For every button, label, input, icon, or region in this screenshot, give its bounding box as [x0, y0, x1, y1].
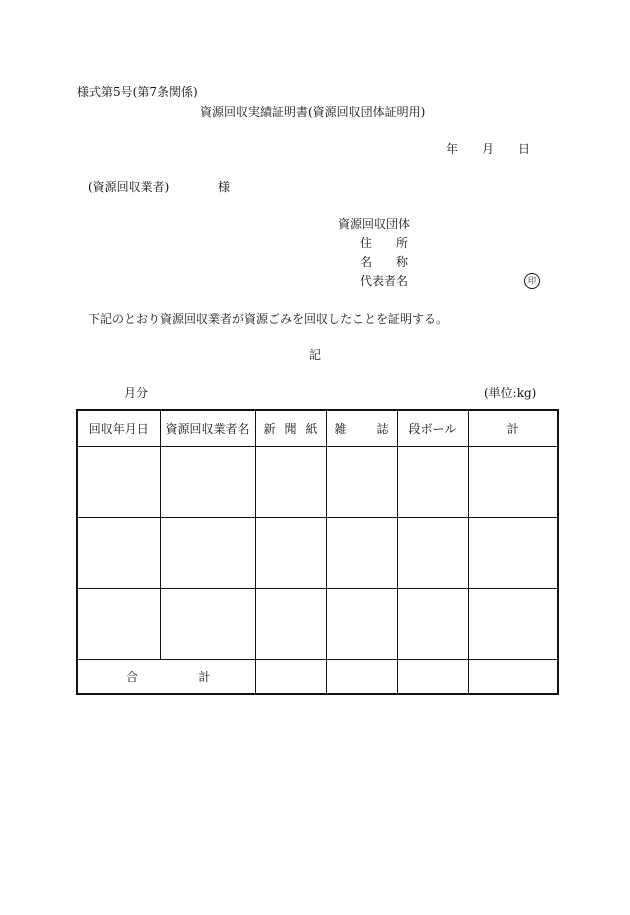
issuer-organization: 資源回収団体: [338, 217, 411, 231]
total-label-char: 合: [126, 669, 139, 684]
issuer-representative-label: 代表者名: [360, 274, 409, 288]
form-number: 様式第5号(第7条関係): [77, 85, 198, 99]
total-newspaper[interactable]: [255, 659, 326, 694]
addressee-honorific: 様: [218, 180, 231, 194]
cell-date[interactable]: [77, 588, 160, 659]
unit-label: (単位:kg): [484, 386, 537, 400]
certification-statement: 下記のとおり資源回収業者が資源ごみを回収したことを証明する。: [88, 312, 449, 326]
addressee-label: (資源回収業者): [88, 180, 170, 194]
period-month-label: 月分: [124, 386, 149, 400]
header-char: 紙: [305, 421, 318, 436]
table-header-row: [77, 410, 558, 446]
cell-total[interactable]: [468, 588, 558, 659]
cell-total[interactable]: [468, 517, 558, 588]
total-cardboard[interactable]: [397, 659, 468, 694]
table-row: [77, 517, 558, 588]
cell-total[interactable]: [468, 446, 558, 517]
cell-collector[interactable]: [160, 446, 255, 517]
cell-cardboard[interactable]: [397, 446, 468, 517]
issuer-address-char: 住: [360, 236, 373, 250]
header-char: 聞: [284, 421, 297, 436]
cell-magazine[interactable]: [326, 446, 397, 517]
collection-record-table: [76, 409, 559, 695]
table-row: [77, 446, 558, 517]
table-total-row: [77, 659, 558, 694]
date-year-label: 年: [446, 142, 459, 156]
ki-heading: 記: [309, 348, 322, 362]
issuer-name-char: 名: [360, 255, 373, 269]
seal-mark: 印: [524, 273, 540, 289]
issuer-address-label: [360, 237, 408, 249]
cell-collector[interactable]: [160, 517, 255, 588]
cell-date[interactable]: [77, 517, 160, 588]
column-header-cardboard: 段ボール: [397, 410, 468, 446]
issuer-name-label: [360, 256, 408, 268]
total-magazine[interactable]: [326, 659, 397, 694]
cell-date[interactable]: [77, 446, 160, 517]
header-char: 誌: [376, 421, 389, 436]
cell-newspaper[interactable]: [255, 517, 326, 588]
total-label-cell: [77, 659, 255, 694]
cell-cardboard[interactable]: [397, 517, 468, 588]
column-header-magazine: [326, 410, 397, 446]
date-month-label: 月: [482, 142, 495, 156]
date-day-label: 日: [518, 142, 531, 156]
cell-newspaper[interactable]: [255, 588, 326, 659]
cell-magazine[interactable]: [326, 588, 397, 659]
document-title: 資源回収実績証明書(資源回収団体証明用): [200, 105, 426, 119]
cell-cardboard[interactable]: [397, 588, 468, 659]
column-header-date: 回収年月日: [77, 410, 160, 446]
header-char: 雑: [334, 421, 347, 436]
issuer-name-char: 称: [395, 255, 408, 269]
issuer-address-char: 所: [395, 236, 408, 250]
total-grand[interactable]: [468, 659, 558, 694]
header-char: 新: [263, 421, 276, 436]
table-row: [77, 588, 558, 659]
cell-collector[interactable]: [160, 588, 255, 659]
cell-newspaper[interactable]: [255, 446, 326, 517]
cell-magazine[interactable]: [326, 517, 397, 588]
column-header-total: 計: [468, 410, 558, 446]
column-header-newspaper: [255, 410, 326, 446]
column-header-collector: 資源回収業者名: [160, 410, 255, 446]
total-label-char: 計: [198, 669, 211, 684]
